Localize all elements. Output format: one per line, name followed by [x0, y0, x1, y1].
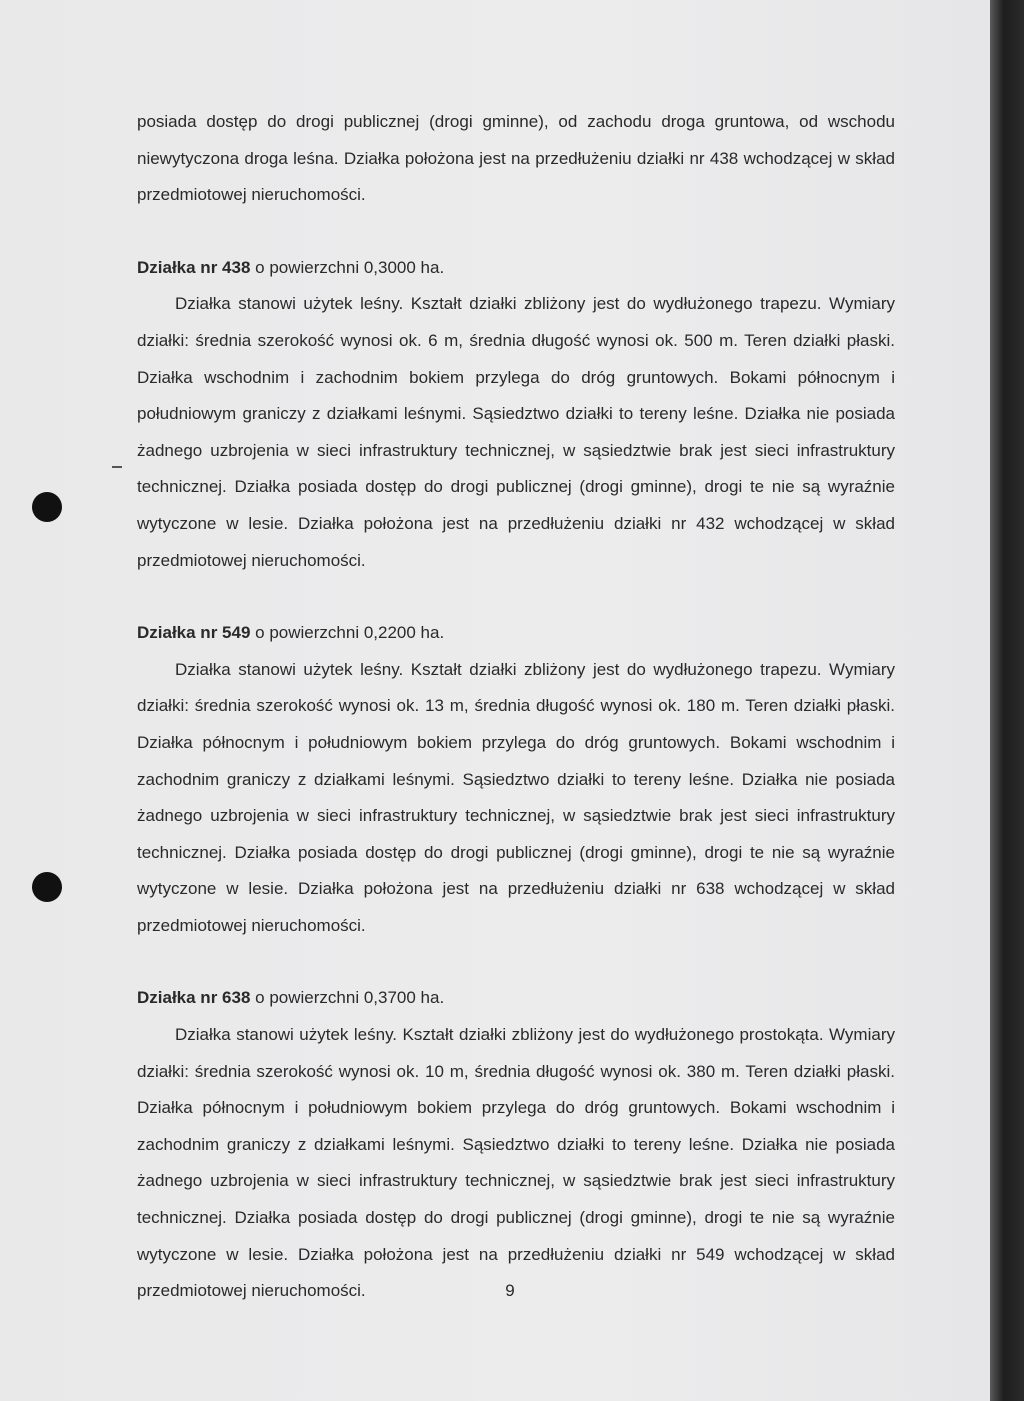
intro-paragraph: posiada dostęp do drogi publicznej (drogi gminne), od zachodu droga gruntowa, od wschodu niewytyczona droga leśna. Działka położona jest na przedłużeniu działki nr 438 wchodzącej w skład przedmiotowej nieruchomości. [137, 112, 895, 205]
spacer [137, 579, 895, 615]
punch-hole [32, 492, 62, 522]
section-heading [137, 980, 895, 1017]
heading-label: Działka nr [137, 623, 218, 643]
section-body: Działka stanowi użytek leśny. Kształt działki zbliżony jest do wydłużonego prostokąta. Wymiary działki: średnia szerokość wynosi ok. 10 m, średnia długość wynosi ok. 380 m. Teren działki płaski. Działka północnym i południowym bokiem przylega do dróg gruntowych. Bokami wschodnim i zachodnim graniczy z działkami leśnymi. Sąsiedztwo działki to tereny leśne. Działka nie posiada żadnego uzbrojenia w sieci infrastruktury technicznej, w sąsiedztwie brak jest sieci infrastruktury technicznej. Działka posiada dostęp do drogi publicznej (drogi gminne), drogi te nie są wyraźnie wytyczone w lesie. Działka położona jest na przedłużeniu działki nr 549 wchodzącej w skład przedmiotowej nieruchomości. [137, 1025, 895, 1301]
punch-hole [32, 872, 62, 902]
section-body: Działka stanowi użytek leśny. Kształt działki zbliżony jest do wydłużonego trapezu. Wymiary działki: średnia szerokość wynosi ok. 13 m, średnia długość wynosi ok. 180 m. Teren działki płaski. Działka północnym i południowym bokiem przylega do dróg gruntowych. Bokami wschodnim i zachodnim graniczy z działkami leśnymi. Sąsiedztwo działki to tereny leśne. Działka nie posiada żadnego uzbrojenia w sieci infrastruktury technicznej, w sąsiedztwie brak jest sieci infrastruktury technicznej. Działka posiada dostęp do drogi publicznej (drogi gminne), drogi te nie są wyraźnie wytyczone w lesie. Działka położona jest na przedłużeniu działki nr 638 wchodzącej w skład przedmiotowej nieruchomości. [137, 659, 895, 935]
parcel-number: 638 [222, 988, 251, 1008]
section-heading [137, 250, 895, 287]
document-body [137, 104, 895, 1310]
section-body: Działka stanowi użytek leśny. Kształt działki zbliżony jest do wydłużonego trapezu. Wymiary działki: średnia szerokość wynosi ok. 6 m, średnia długość wynosi ok. 500 m. Teren działki płaski. Działka wschodnim i zachodnim bokiem przylega do dróg gruntowych. Bokami północnym i południowym graniczy z działkami leśnymi. Sąsiedztwo działki to tereny leśne. Działka nie posiada żadnego uzbrojenia w sieci infrastruktury technicznej, w sąsiedztwie brak jest sieci infrastruktury technicznej. Działka posiada dostęp do drogi publicznej (drogi gminne), drogi te nie są wyraźnie wytyczone w lesie. Działka położona jest na przedłużeniu działki nr 432 wchodzącej w skład przedmiotowej nieruchomości. [137, 294, 895, 570]
page-number: 9 [505, 1281, 515, 1300]
heading-label: Działka nr [137, 257, 218, 277]
parcel-number: 438 [222, 257, 251, 277]
heading-label: Działka nr [137, 988, 218, 1008]
spacer [137, 944, 895, 980]
area-text: o powierzchni 0,3000 ha. [255, 257, 445, 277]
page-edge-shadow [990, 0, 1024, 1401]
parcel-number: 549 [222, 623, 251, 643]
section-heading [137, 615, 895, 652]
scan-mark [112, 466, 122, 468]
area-text: o powierzchni 0,3700 ha. [255, 988, 445, 1008]
area-text: o powierzchni 0,2200 ha. [255, 623, 445, 643]
spacer [137, 214, 895, 250]
